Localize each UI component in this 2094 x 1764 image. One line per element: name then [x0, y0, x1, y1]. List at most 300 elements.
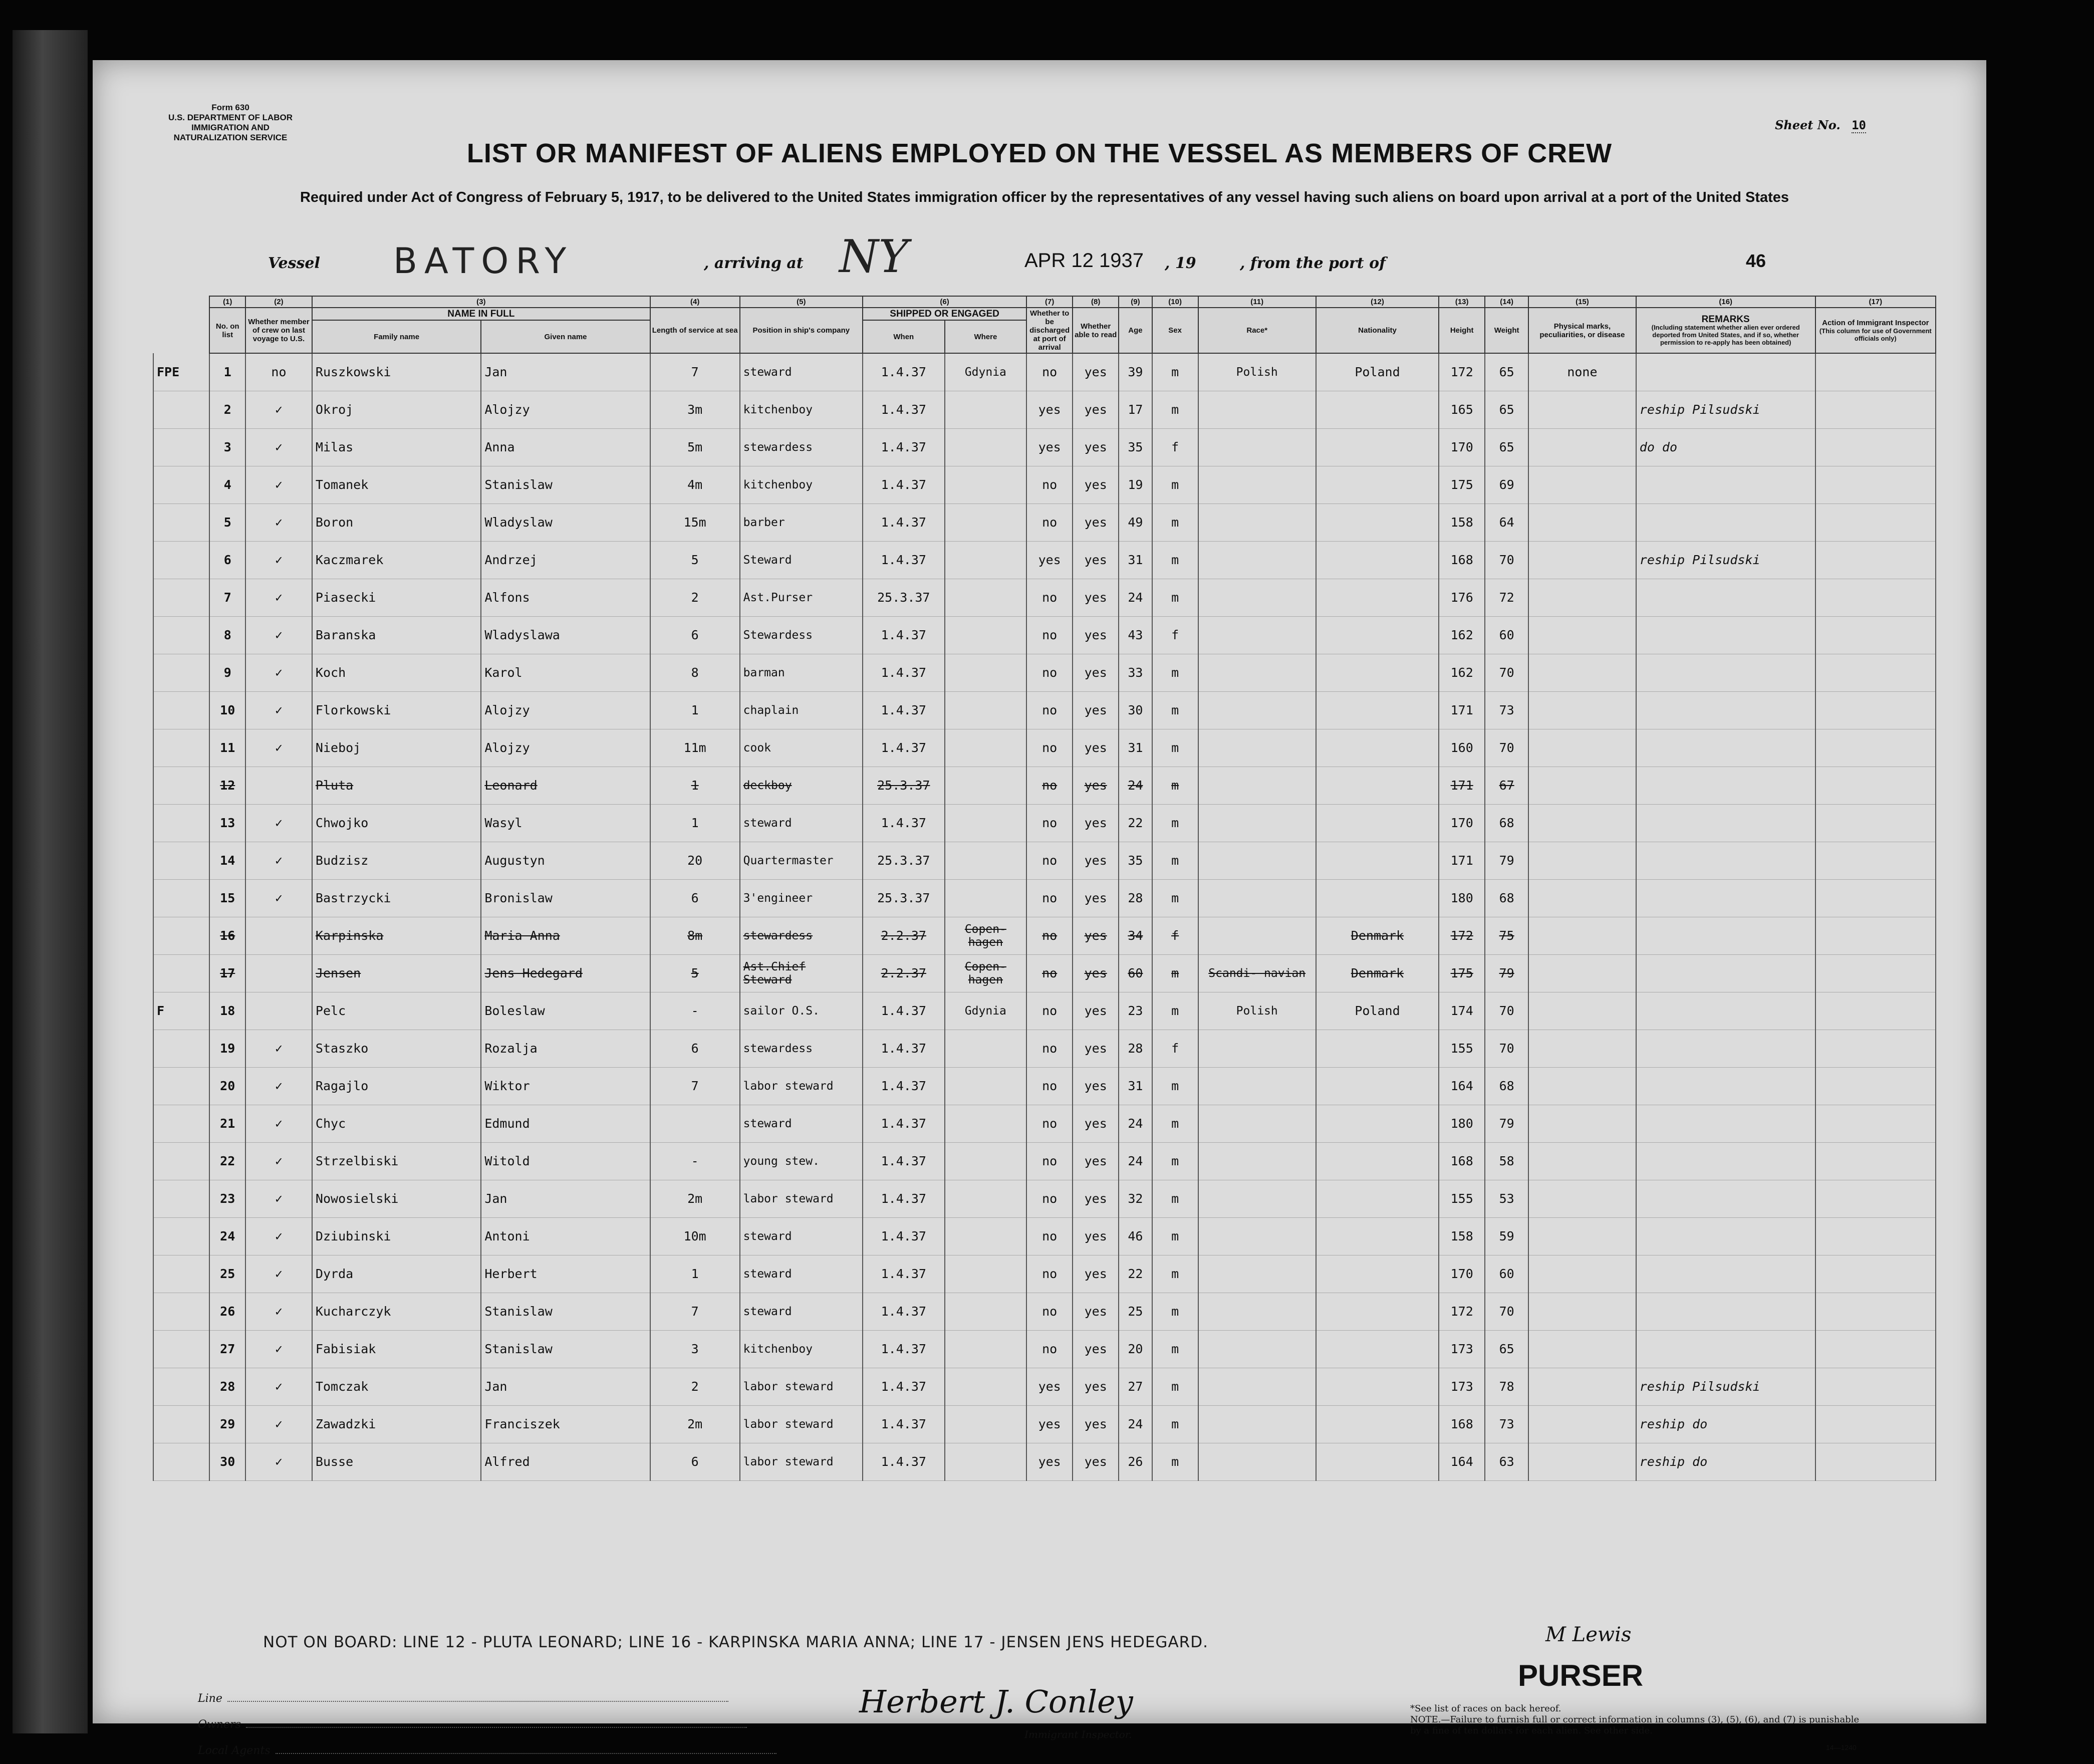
row-previous-voyage: no [245, 353, 312, 391]
row-race [1198, 1218, 1316, 1255]
row-age: 31 [1119, 1068, 1152, 1105]
header-length-service: Length of service at sea [650, 308, 740, 353]
row-race [1198, 504, 1316, 542]
crew-row [153, 1406, 1936, 1443]
row-discharged: no [1026, 729, 1073, 767]
crew-row [153, 692, 1936, 729]
row-physical [1528, 880, 1636, 917]
row-sex: m [1152, 842, 1198, 880]
row-previous-voyage: ✓ [245, 466, 312, 504]
row-shipped-when: 1.4.37 [863, 1105, 945, 1143]
row-length-service: 2 [650, 1368, 740, 1406]
agents-label: Local Agents [198, 1744, 271, 1757]
row-position: kitchenboy [740, 466, 863, 504]
row-previous-voyage: ✓ [245, 1143, 312, 1180]
row-discharged: no [1026, 617, 1073, 654]
row-given-name: Wladyslawa [481, 617, 650, 654]
row-family-name: Piasecki [312, 579, 481, 617]
row-physical [1528, 1218, 1636, 1255]
row-discharged: no [1026, 654, 1073, 692]
row-discharged: no [1026, 504, 1073, 542]
row-sex: m [1152, 1143, 1198, 1180]
agent-fields [198, 1686, 776, 1764]
row-race [1198, 767, 1316, 805]
row-weight: 72 [1485, 579, 1528, 617]
row-remarks [1636, 992, 1815, 1030]
row-nationality [1316, 1368, 1439, 1406]
row-nationality [1316, 767, 1439, 805]
row-family-name: Jensen [312, 955, 481, 992]
row-remarks [1636, 1180, 1815, 1218]
row-shipped-where [945, 1293, 1027, 1331]
row-shipped-where [945, 1368, 1027, 1406]
row-inspector-action [1815, 1293, 1936, 1331]
row-shipped-where [945, 767, 1027, 805]
row-nationality [1316, 579, 1439, 617]
row-sex: m [1152, 1105, 1198, 1143]
row-shipped-where [945, 617, 1027, 654]
row-sex: m [1152, 1218, 1198, 1255]
row-weight: 70 [1485, 992, 1528, 1030]
row-height: 155 [1439, 1180, 1485, 1218]
row-race [1198, 917, 1316, 955]
row-family-name: Florkowski [312, 692, 481, 729]
row-number: 4 [209, 466, 245, 504]
row-weight: 59 [1485, 1218, 1528, 1255]
row-able-read: yes [1073, 692, 1119, 729]
row-previous-voyage: ✓ [245, 1293, 312, 1331]
row-nationality [1316, 692, 1439, 729]
row-shipped-where: Gdynia [945, 992, 1027, 1030]
row-physical [1528, 617, 1636, 654]
footnote-penalty: NOTE.—Failure to furnish full or correct information in columns (3), (5), (6), and (7) is punishable by a fine of ten dollars for each alien. See other side. [1410, 1714, 1860, 1736]
row-family-name: Chwojko [312, 805, 481, 842]
crew-row [153, 466, 1936, 504]
row-shipped-when: 1.4.37 [863, 1255, 945, 1293]
row-position: deckboy [740, 767, 863, 805]
row-height: 170 [1439, 429, 1485, 466]
row-age: 43 [1119, 617, 1152, 654]
row-length-service: 2m [650, 1180, 740, 1218]
row-discharged: no [1026, 1218, 1073, 1255]
row-margin-mark [153, 1143, 209, 1180]
row-inspector-action [1815, 466, 1936, 504]
row-physical [1528, 1105, 1636, 1143]
form-number: 14—1240 [1826, 1743, 1857, 1751]
row-remarks [1636, 1030, 1815, 1068]
row-shipped-when: 1.4.37 [863, 1443, 945, 1481]
row-weight: 75 [1485, 917, 1528, 955]
row-physical [1528, 767, 1636, 805]
row-number: 17 [209, 955, 245, 992]
row-given-name: Alojzy [481, 391, 650, 429]
sheet-number-value: 10 [1852, 118, 1866, 132]
row-shipped-where: Copen- hagen [945, 917, 1027, 955]
header-when: When [863, 320, 945, 353]
row-able-read: yes [1073, 1443, 1119, 1481]
row-shipped-where [945, 654, 1027, 692]
row-age: 25 [1119, 1293, 1152, 1331]
row-shipped-when: 1.4.37 [863, 1331, 945, 1368]
row-discharged: yes [1026, 1368, 1073, 1406]
sheet-number [1775, 118, 1866, 132]
row-sex: m [1152, 955, 1198, 992]
row-race: Polish [1198, 353, 1316, 391]
row-margin-mark [153, 1105, 209, 1143]
row-shipped-where [945, 805, 1027, 842]
row-remarks [1636, 1218, 1815, 1255]
row-age: 32 [1119, 1180, 1152, 1218]
row-shipped-where [945, 1331, 1027, 1368]
row-race [1198, 1331, 1316, 1368]
row-discharged: no [1026, 353, 1073, 391]
row-given-name: Stanislaw [481, 1331, 650, 1368]
row-given-name: Stanislaw [481, 466, 650, 504]
row-physical: none [1528, 353, 1636, 391]
row-shipped-when: 25.3.37 [863, 579, 945, 617]
row-inspector-action [1815, 880, 1936, 917]
row-number: 1 [209, 353, 245, 391]
row-weight: 60 [1485, 1255, 1528, 1293]
row-inspector-action [1815, 842, 1936, 880]
header-name-full: NAME IN FULL [312, 308, 650, 320]
row-number: 6 [209, 542, 245, 579]
owners-field [198, 1712, 776, 1738]
row-number: 21 [209, 1105, 245, 1143]
row-position: labor steward [740, 1180, 863, 1218]
row-family-name: Koch [312, 654, 481, 692]
row-inspector-action [1815, 1218, 1936, 1255]
row-nationality [1316, 429, 1439, 466]
row-previous-voyage: ✓ [245, 504, 312, 542]
row-family-name: Pelc [312, 992, 481, 1030]
row-age: 26 [1119, 1443, 1152, 1481]
row-previous-voyage: ✓ [245, 579, 312, 617]
column-header-row [153, 308, 1936, 320]
row-given-name: Jens Hedegard [481, 955, 650, 992]
row-discharged: no [1026, 805, 1073, 842]
row-nationality [1316, 542, 1439, 579]
row-physical [1528, 466, 1636, 504]
row-inspector-action [1815, 617, 1936, 654]
row-discharged: no [1026, 992, 1073, 1030]
header-height: Height [1439, 308, 1485, 353]
row-number: 22 [209, 1143, 245, 1180]
row-remarks [1636, 1255, 1815, 1293]
row-able-read: yes [1073, 805, 1119, 842]
row-sex: m [1152, 504, 1198, 542]
row-remarks [1636, 955, 1815, 992]
row-remarks [1636, 353, 1815, 391]
row-nationality [1316, 1406, 1439, 1443]
row-given-name: Karol [481, 654, 650, 692]
row-number: 16 [209, 917, 245, 955]
row-weight: 69 [1485, 466, 1528, 504]
row-family-name: Staszko [312, 1030, 481, 1068]
row-physical [1528, 579, 1636, 617]
row-given-name: Stanislaw [481, 1293, 650, 1331]
row-remarks: reship Pilsudski [1636, 542, 1815, 579]
row-shipped-when: 1.4.37 [863, 504, 945, 542]
row-height: 164 [1439, 1068, 1485, 1105]
row-shipped-where: Copen- hagen [945, 955, 1027, 992]
crew-row [153, 767, 1936, 805]
row-height: 171 [1439, 692, 1485, 729]
row-race [1198, 1030, 1316, 1068]
row-able-read: yes [1073, 992, 1119, 1030]
row-age: 24 [1119, 579, 1152, 617]
crew-row [153, 1218, 1936, 1255]
col-num: (16) [1636, 296, 1815, 308]
row-shipped-when: 1.4.37 [863, 729, 945, 767]
row-remarks [1636, 1331, 1815, 1368]
row-margin-mark [153, 1218, 209, 1255]
row-length-service: 6 [650, 1030, 740, 1068]
row-inspector-action [1815, 1406, 1936, 1443]
row-physical [1528, 805, 1636, 842]
row-discharged: no [1026, 1293, 1073, 1331]
row-inspector-action [1815, 917, 1936, 955]
crew-row [153, 992, 1936, 1030]
row-nationality [1316, 1293, 1439, 1331]
row-race [1198, 880, 1316, 917]
row-margin-mark [153, 1406, 209, 1443]
row-shipped-where [945, 692, 1027, 729]
row-length-service: 2 [650, 579, 740, 617]
row-nationality [1316, 504, 1439, 542]
row-discharged: no [1026, 1255, 1073, 1293]
row-weight: 53 [1485, 1180, 1528, 1218]
row-physical [1528, 692, 1636, 729]
row-race [1198, 617, 1316, 654]
crew-row [153, 1180, 1936, 1218]
row-race [1198, 1368, 1316, 1406]
row-margin-mark [153, 1180, 209, 1218]
row-age: 28 [1119, 880, 1152, 917]
row-nationality [1316, 1255, 1439, 1293]
row-nationality [1316, 1218, 1439, 1255]
footnotes [1410, 1703, 1861, 1736]
header-family-name: Family name [312, 320, 481, 353]
row-sex: m [1152, 1406, 1198, 1443]
row-able-read: yes [1073, 391, 1119, 429]
row-margin-mark [153, 1068, 209, 1105]
row-shipped-when: 1.4.37 [863, 992, 945, 1030]
col-num: (6) [863, 296, 1026, 308]
row-able-read: yes [1073, 1406, 1119, 1443]
row-height: 170 [1439, 1255, 1485, 1293]
row-shipped-where [945, 1030, 1027, 1068]
row-height: 165 [1439, 391, 1485, 429]
col-num: (7) [1026, 296, 1073, 308]
row-number: 10 [209, 692, 245, 729]
row-weight: 68 [1485, 805, 1528, 842]
row-weight: 65 [1485, 353, 1528, 391]
row-family-name: Bastrzycki [312, 880, 481, 917]
row-discharged: yes [1026, 1443, 1073, 1481]
row-position: kitchenboy [740, 1331, 863, 1368]
row-discharged: no [1026, 767, 1073, 805]
row-race [1198, 1105, 1316, 1143]
row-sex: m [1152, 1068, 1198, 1105]
row-nationality [1316, 391, 1439, 429]
row-shipped-where [945, 504, 1027, 542]
row-height: 158 [1439, 1218, 1485, 1255]
header-position: Position in ship's company [740, 308, 863, 353]
row-shipped-when: 2.2.37 [863, 955, 945, 992]
crew-row [153, 654, 1936, 692]
row-able-read: yes [1073, 842, 1119, 880]
row-margin-mark [153, 805, 209, 842]
row-number: 25 [209, 1255, 245, 1293]
row-sex: m [1152, 805, 1198, 842]
crew-row [153, 880, 1936, 917]
row-family-name: Karpinska [312, 917, 481, 955]
row-position: steward [740, 353, 863, 391]
row-given-name: Jan [481, 353, 650, 391]
row-given-name: Wasyl [481, 805, 650, 842]
row-height: 173 [1439, 1368, 1485, 1406]
row-sex: m [1152, 1293, 1198, 1331]
header-where: Where [945, 320, 1027, 353]
row-physical [1528, 542, 1636, 579]
row-inspector-action [1815, 992, 1936, 1030]
row-remarks: reship Pilsudski [1636, 391, 1815, 429]
row-able-read: yes [1073, 504, 1119, 542]
arriving-label: , arriving at [704, 255, 804, 272]
row-race [1198, 805, 1316, 842]
row-able-read: yes [1073, 1105, 1119, 1143]
from-port-label: , from the port of [1240, 255, 1386, 272]
row-race [1198, 1406, 1316, 1443]
row-number: 19 [209, 1030, 245, 1068]
row-nationality [1316, 729, 1439, 767]
row-nationality [1316, 1105, 1439, 1143]
row-number: 15 [209, 880, 245, 917]
row-shipped-when: 1.4.37 [863, 1218, 945, 1255]
row-height: 175 [1439, 955, 1485, 992]
row-remarks [1636, 617, 1815, 654]
row-shipped-when: 1.4.37 [863, 1143, 945, 1180]
row-weight: 73 [1485, 692, 1528, 729]
row-able-read: yes [1073, 729, 1119, 767]
row-weight: 67 [1485, 767, 1528, 805]
row-sex: m [1152, 579, 1198, 617]
row-given-name: Maria Anna [481, 917, 650, 955]
row-family-name: Kaczmarek [312, 542, 481, 579]
row-given-name: Jan [481, 1180, 650, 1218]
row-margin-mark [153, 955, 209, 992]
col-num: (13) [1439, 296, 1485, 308]
crew-row [153, 1143, 1936, 1180]
row-nationality: Denmark [1316, 917, 1439, 955]
row-given-name: Wiktor [481, 1068, 650, 1105]
form-identifier: Form 630 U.S. DEPARTMENT OF LABOR IMMIGRATION AND NATURALIZATION SERVICE [168, 103, 293, 142]
row-race [1198, 1068, 1316, 1105]
row-margin-mark [153, 917, 209, 955]
row-race [1198, 1255, 1316, 1293]
line-field [198, 1686, 776, 1712]
row-family-name: Ragajlo [312, 1068, 481, 1105]
row-sex: m [1152, 729, 1198, 767]
row-number: 7 [209, 579, 245, 617]
header-nationality: Nationality [1316, 308, 1439, 353]
row-length-service: 11m [650, 729, 740, 767]
row-shipped-when: 1.4.37 [863, 466, 945, 504]
row-height: 172 [1439, 917, 1485, 955]
crew-row [153, 805, 1936, 842]
col-num: (12) [1316, 296, 1439, 308]
row-position: stewardess [740, 1030, 863, 1068]
crew-row [153, 617, 1936, 654]
purser-label: PURSER [1518, 1659, 1644, 1692]
row-number: 27 [209, 1331, 245, 1368]
row-age: 27 [1119, 1368, 1152, 1406]
row-length-service: 8m [650, 917, 740, 955]
row-margin-mark [153, 1368, 209, 1406]
crew-row [153, 504, 1936, 542]
row-position: Ast.Purser [740, 579, 863, 617]
row-nationality: Poland [1316, 992, 1439, 1030]
row-race: Scandi- navian [1198, 955, 1316, 992]
row-height: 173 [1439, 1331, 1485, 1368]
row-weight: 64 [1485, 504, 1528, 542]
row-position: Quartermaster [740, 842, 863, 880]
row-position: Ast.Chief Steward [740, 955, 863, 992]
row-given-name: Leonard [481, 767, 650, 805]
row-discharged: yes [1026, 1406, 1073, 1443]
row-height: 175 [1439, 466, 1485, 504]
row-age: 34 [1119, 917, 1152, 955]
row-weight: 70 [1485, 654, 1528, 692]
row-family-name: Tomanek [312, 466, 481, 504]
row-discharged: no [1026, 1068, 1073, 1105]
row-remarks: do do [1636, 429, 1815, 466]
row-shipped-when: 1.4.37 [863, 391, 945, 429]
crew-row [153, 1255, 1936, 1293]
row-number: 23 [209, 1180, 245, 1218]
row-sex: f [1152, 917, 1198, 955]
row-length-service: 6 [650, 1443, 740, 1481]
row-position: sailor O.S. [740, 992, 863, 1030]
row-shipped-where [945, 1255, 1027, 1293]
row-age: 60 [1119, 955, 1152, 992]
row-shipped-where [945, 1443, 1027, 1481]
row-weight: 79 [1485, 955, 1528, 992]
row-number: 2 [209, 391, 245, 429]
col-num: (8) [1073, 296, 1119, 308]
row-inspector-action [1815, 1030, 1936, 1068]
row-nationality [1316, 1443, 1439, 1481]
row-shipped-where [945, 466, 1027, 504]
col-num: (3) [312, 296, 650, 308]
header-no-on-list: No. on list [209, 308, 245, 353]
header-physical: Physical marks, peculiarities, or disease [1528, 308, 1636, 353]
row-sex: m [1152, 767, 1198, 805]
row-sex: m [1152, 1180, 1198, 1218]
row-shipped-when: 1.4.37 [863, 1180, 945, 1218]
crew-row [153, 955, 1936, 992]
row-age: 23 [1119, 992, 1152, 1030]
row-previous-voyage: ✓ [245, 617, 312, 654]
row-age: 46 [1119, 1218, 1152, 1255]
row-weight: 63 [1485, 1443, 1528, 1481]
row-shipped-where [945, 579, 1027, 617]
row-weight: 65 [1485, 429, 1528, 466]
row-margin-mark [153, 1030, 209, 1068]
row-height: 170 [1439, 805, 1485, 842]
row-age: 49 [1119, 504, 1152, 542]
